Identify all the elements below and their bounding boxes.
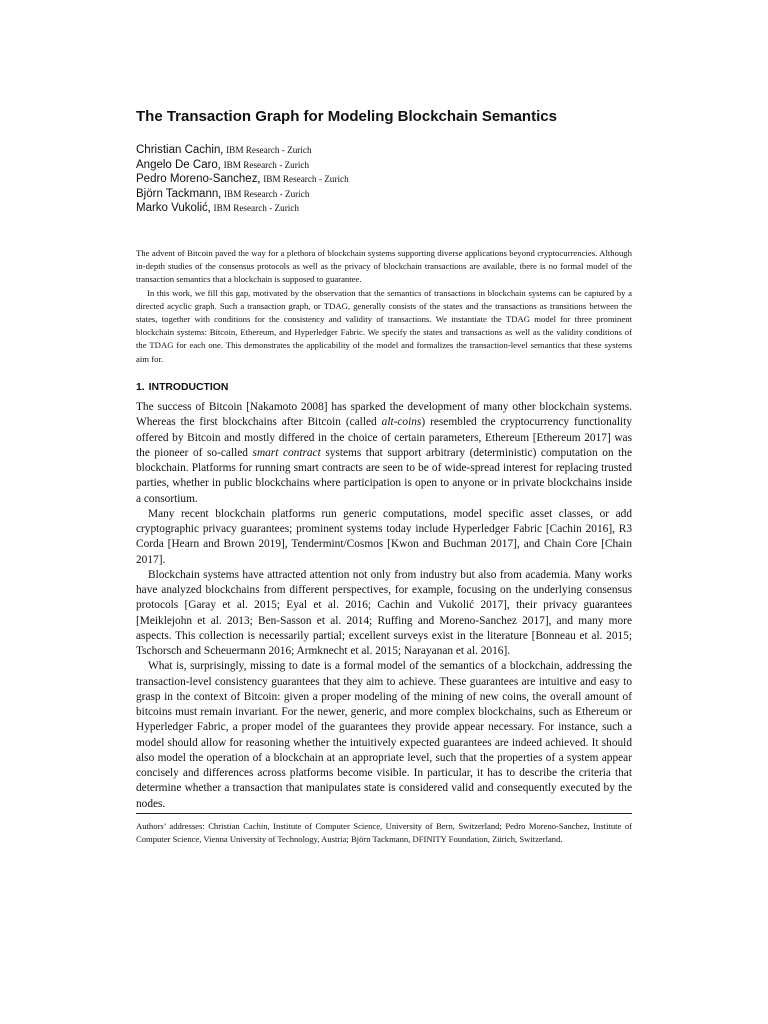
paper-title: The Transaction Graph for Modeling Blockchain Semantics	[136, 108, 557, 125]
author-affiliation: IBM Research - Zurich	[224, 188, 310, 199]
authors-addresses-footnote: Authors’ addresses: Christian Cachin, Institute of Computer Science, University of Bern, Switzerland; Pedro Moreno-Sanchez, Institute of Computer Science, Vienna University of Technology, Austria; Björn Tackmann, DFINITY Foundation, Zürich, Switzerland.	[136, 821, 632, 844]
section-heading	[136, 382, 228, 393]
body-paragraph: What is, surprisingly, missing to date is a formal model of the semantics of a blockchain, addressing the transaction-level consistency guarantees that they aim to achieve. These guarantees are intuitive and easy to grasp in the context of Bitcoin: given a proper modeling of the mining of new coins, the overall amount of bitcoins must remain invariant. For the newer, generic, and more complex blockchains, such as Ethereum or Hyperledger Fabric, a proper model of the guarantees they provide appear necessary. For instance, such a model should allow for reasoning whether the intuitively expected guarantees are indeed achieved. It should also model the operation of a blockchain at an appropriate level, such that the properties of a system appear concisely and differences across platforms become visible. In particular, it has to describe the criteria that determine whether a transaction that manipulates state is considered valid and consequently executed by the nodes.	[136, 660, 632, 810]
abstract-paragraph: The advent of Bitcoin paved the way for a plethora of blockchain systems supporting diverse applications beyond cryptocurrencies. Although in-depth studies of the consensus protocols as well as the privacy of blockchain transactions are available, there is no formal model of the transaction semantics that a blockchain is supposed to guarantee.	[136, 248, 632, 285]
author-affiliation: IBM Research - Zurich	[226, 145, 312, 155]
author-entry: Marko Vukolić, IBM Research - Zurich	[136, 202, 300, 215]
author-name: Pedro Moreno-Sanchez	[136, 173, 258, 186]
author-name: Björn Tackmann	[136, 187, 219, 200]
emphasis-term: alt-coins	[381, 416, 422, 429]
author-entry: Christian Cachin, IBM Research - Zurich	[136, 144, 312, 156]
author-name: Marko Vukolić	[136, 202, 208, 215]
body-paragraph: The success of Bitcoin [Nakamoto 2008] has sparked the development of many other blockchain systems. Whereas the first blockchains after Bitcoin (called alt-coins) resembled the cryptocurrency functionality offered by Bitcoin and mostly differed in the choice of certain parameters, Ethereum [Ethereum 2017] was the pioneer of so-called smart contract systems that support arbitrary (deterministic) computation on the blockchain. Platforms for running smart contracts are seen to be of wide-spread interest for replacing trusted parties, whether in public blockchains where participation is open to anyone or in private blockchains inside a consortium.	[136, 401, 632, 505]
footnote-divider	[136, 813, 632, 814]
section-number: 1.	[136, 382, 145, 393]
abstract-paragraph: In this work, we fill this gap, motivated by the observation that the semantics of transactions in blockchain systems can be captured by a directed acyclic graph. Such a transaction graph, or TDAG, generally consists of the states and the transactions as transitions between the states, together with conditions for the consistency and validity of transactions. We instantiate the TDAG model for three prominent blockchain systems: Bitcoin, Ethereum, and Hyperledger Fabric. We specify the states and transactions as well as the validity conditions of the TDAG for each one. This demonstrates the applicability of the model and formalizes the transaction-level semantics that these systems aim for.	[136, 287, 632, 364]
author-affiliation: IBM Research - Zurich	[263, 174, 349, 185]
author-entry: Angelo De Caro, IBM Research - Zurich	[136, 158, 310, 171]
section-title: INTRODUCTION	[148, 382, 229, 393]
introduction-body	[136, 400, 632, 812]
author-list	[136, 142, 349, 215]
author-affiliation: IBM Research - Zurich	[223, 159, 310, 170]
author-affiliation: IBM Research - Zurich	[213, 203, 300, 214]
body-paragraph: Many recent blockchain platforms run generic computations, model specific asset classes, or add cryptographic privacy guarantees; prominent systems today include Hyperledger Fabric [Cachin 2016], R3 Corda [Hearn and Brown 2019], Tendermint/Cosmos [Kwon and Buchman 2017], and Chain Core [Chain 2017].	[136, 507, 632, 566]
author-name: Christian Cachin	[136, 144, 221, 156]
emphasis-term: smart contract	[252, 446, 321, 459]
author-name: Angelo De Caro	[136, 158, 218, 171]
body-paragraph: Blockchain systems have attracted attention not only from industry but also from academia. Many works have analyzed blockchains from different perspectives, for example, focusing on the underlying consensus protocols [Garay et al. 2015; Eyal et al. 2016; Cachin and Vukolić 2017], their privacy guarantees [Meiklejohn et al. 2013; Ben-Sasson et al. 2014; Ruffing and Moreno-Sanchez 2017], and many more aspects. This collection is necessarily partial; excellent surveys exist in the literature [Bonneau et al. 2015; Tschorsch and Scheuermann 2016; Armknecht et al. 2015; Narayanan et al. 2016].	[136, 568, 632, 657]
abstract	[136, 247, 632, 366]
author-entry: Pedro Moreno-Sanchez, IBM Research - Zurich	[136, 173, 349, 186]
author-entry: Björn Tackmann, IBM Research - Zurich	[136, 187, 310, 200]
